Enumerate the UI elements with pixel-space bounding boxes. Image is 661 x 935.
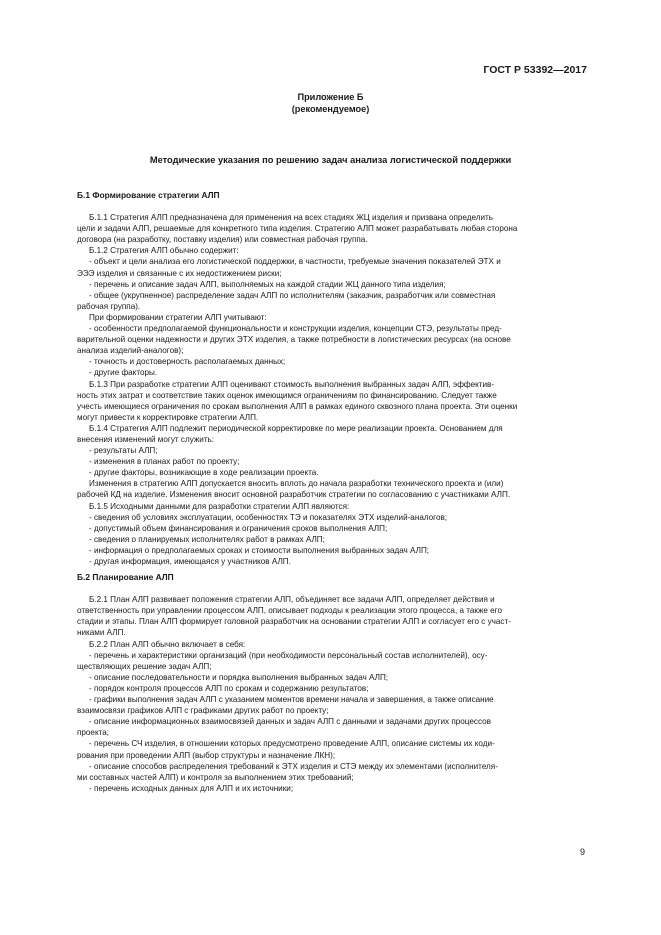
list-item: - другие факторы, возникающие в ходе реализации проекта. [89, 468, 319, 478]
appendix-type: (рекомендуемое) [291, 104, 370, 114]
text-line: ответственность при управлении процессом АЛП, описывает подходы к реализации этого процесса, а также его [77, 606, 502, 616]
text-line: ЭЭЭ изделия и связанные с их недостижением риски; [77, 268, 282, 278]
text-line: Б.1.5 Исходными данными для разработки стратегии АЛП являются: [89, 501, 350, 511]
list-item: - описание информационных взаимосвязей данных и задач АЛП с данными и задачами других процессов [89, 717, 491, 727]
page-number: 9 [579, 847, 585, 857]
list-item: - особенности предполагаемой функциональности и конструкции изделия, концепции СТЭ, результаты пред- [89, 324, 502, 334]
text-line: варительной оценки надежности и других ЭТХ изделия, а также потребности в логистических ресурсах (на основе [77, 335, 511, 345]
text-line: При формировании стратегии АЛП учитывают: [89, 312, 267, 322]
section-b2-text [77, 594, 585, 794]
text-line: ществляющих решение задач АЛП; [77, 661, 212, 671]
list-item: - описание последовательности и порядка выполнения выбранных задач АЛП; [89, 672, 389, 682]
text-line: анализа изделий-аналогов); [77, 346, 184, 356]
text-line: Б.1.3 При разработке стратегии АЛП оценивают стоимость выполнения выбранных задач АЛП, эффектив- [89, 379, 495, 389]
text-line: рования при проведении АЛП (выбор структуры и назначение ЛКН); [77, 750, 336, 760]
text-line: ми составных частей АЛП) и контроля за выполнением этих требований; [77, 772, 354, 782]
section-b1-text [77, 212, 585, 567]
text-line: рабочая группа). [77, 301, 141, 311]
text-line: никами АЛП. [77, 628, 126, 638]
text-line: рабочей КД на изделие. Изменения вносит основной разработчик стратегии по согласованию с участниками АЛП. [77, 490, 511, 500]
text-line: взаимосвязи графиков АЛП с графиками других работ по проекту; [77, 706, 329, 716]
list-item: - допустимый объем финансирования и ограничения сроков выполнения АЛП; [89, 523, 388, 533]
list-item: - описание способов распределения требований к ЭТХ изделия и СТЭ между их элементами (исполнителя- [89, 761, 498, 771]
text-line: могут привести к корректировке стратегии АЛП. [77, 412, 259, 422]
list-item: - сведения о планируемых исполнителях работ в рамках АЛП; [89, 534, 325, 544]
list-item: - графики выполнения задач АЛП с указанием моментов времени начала и завершения, а также описание [89, 695, 494, 705]
list-item: - изменения в планах работ по проекту; [89, 457, 240, 467]
list-item: - перечень СЧ изделия, в отношении которых предусмотрено проведение АЛП, описание системы их коди- [89, 739, 495, 749]
list-item: - результаты АЛП; [89, 446, 158, 456]
section-heading-b1: Б.1 Формирование стратегии АЛП [77, 190, 220, 200]
list-item: - порядок контроля процессов АЛП по срокам и содержанию результатов; [89, 683, 369, 693]
list-item: - общее (укрупненное) распределение задач АЛП по исполнителям (заказчик, разработчик или совместная [89, 290, 496, 300]
text-line: Изменения в стратегию АЛП допускается вносить вплоть до начала разработки технического проекта и (или) [89, 479, 504, 489]
text-line: Б.2.1 План АЛП развивает положения стратегии АЛП, объединяет все задачи АЛП, определяет действия и [89, 595, 495, 605]
list-item: - сведения об условиях эксплуатации, особенностях ТЭ и показателях ЭТХ изделий-аналогов; [89, 512, 448, 522]
text-line: учесть имеющиеся ограничения по срокам выполнения АЛП в рамках единого сквозного плана проекта. Эти оценки [77, 401, 518, 411]
list-item: - объект и цели анализа его логистической поддержки, в частности, требуемые значения показателей ЭТХ и [89, 257, 501, 267]
list-item: - перечень исходных данных для АЛП и их источники; [89, 783, 294, 793]
section-heading-b2: Б.2 Планирование АЛП [77, 572, 174, 583]
list-item: - точность и достоверность располагаемых данных; [89, 357, 286, 367]
text-line: Б.1.2 Стратегия АЛП обычно содержит: [89, 246, 239, 256]
text-line: проекта; [77, 728, 110, 738]
list-item: - другая информация, имеющаяся у участников АЛП. [89, 557, 291, 566]
appendix-heading [0, 91, 661, 115]
main-title: Методические указания по решению задач анализа логистической поддержки [149, 155, 512, 165]
list-item: - перечень и описание задач АЛП, выполняемых на каждой стадии ЖЦ данного типа изделия; [89, 279, 446, 289]
text-line: ность этих затрат и соответствие таких оценок имеющимся ограничениям по финансированию. Следует также [77, 390, 497, 400]
content [77, 190, 585, 794]
list-item: - другие факторы. [89, 368, 158, 378]
text-line: Б.1.4 Стратегия АЛП подлежит периодической корректировке по мере реализации проекта. Основанием для [89, 423, 503, 433]
text-line: стадии и этапы. План АЛП формирует головной разработчик на основании стратегии АЛП и согласует его с участ- [77, 617, 511, 627]
text-line: Б.2.2 План АЛП обычно включает в себя: [89, 639, 246, 649]
list-item: - информация о предполагаемых сроках и стоимости выполнения выбранных задач АЛП; [89, 545, 430, 555]
text-line: цели и задачи АЛП, решаемые для конкретного типа изделия. Стратегию АЛП может разрабатывать любая сторона [77, 224, 518, 234]
appendix-label: Приложение Б [297, 92, 364, 102]
document-code: ГОСТ Р 53392—2017 [483, 64, 587, 76]
text-line: договора (на разработку, поставку изделия) или совместная рабочая группа. [77, 235, 368, 245]
text-line: Б.1.1 Стратегия АЛП предназначена для применения на всех стадиях ЖЦ изделия и призвана определить [89, 213, 493, 223]
list-item: - перечень и характеристики организаций (при необходимости персональный состав исполнителей), осу- [89, 650, 488, 660]
text-line: внесения изменений могут служить: [77, 434, 215, 444]
